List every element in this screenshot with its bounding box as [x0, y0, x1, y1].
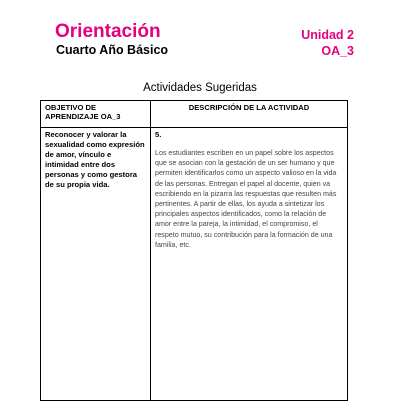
course-subtitle: Cuarto Año Básico	[56, 43, 169, 57]
activities-table	[40, 100, 348, 401]
objective-text: Reconocer y valorar la sexualidad como expresión de amor, vínculo e intimidad entre dos personas y como gestora de su propia vida.	[45, 130, 145, 189]
description-cell	[151, 128, 348, 401]
section-heading: Actividades Sugeridas	[143, 82, 257, 94]
table-row	[41, 128, 348, 401]
oa-code-label: OA_3	[321, 44, 354, 58]
description-column-header: DESCRIPCIÓN DE LA ACTIVIDAD	[151, 101, 348, 128]
unit-label: Unidad 2	[301, 28, 354, 42]
activity-number: 5.	[155, 130, 162, 139]
table-header-row	[41, 101, 348, 128]
activity-description: Los estudiantes escriben en un papel sobre los aspectos que se asocian con la gestación de un ser humano y que permiten identificarlos como un aspecto valioso en la vida de las personas. Entregan el papel al docente, quien va escribiendo en la pizarra las respuestas que resulten más pertinentes. A partir de ellas, los ayuda a sintetizar los principales aspectos identificados, como la relación de amor entre la pareja, la intimidad, el compromiso, el respeto mutuo, su contribución para la formación de una familia, etc.	[155, 149, 337, 249]
page-title: Orientación	[55, 21, 161, 42]
objective-cell	[41, 128, 151, 401]
objective-column-header: OBJETIVO DE APRENDIZAJE OA_3	[41, 101, 151, 128]
